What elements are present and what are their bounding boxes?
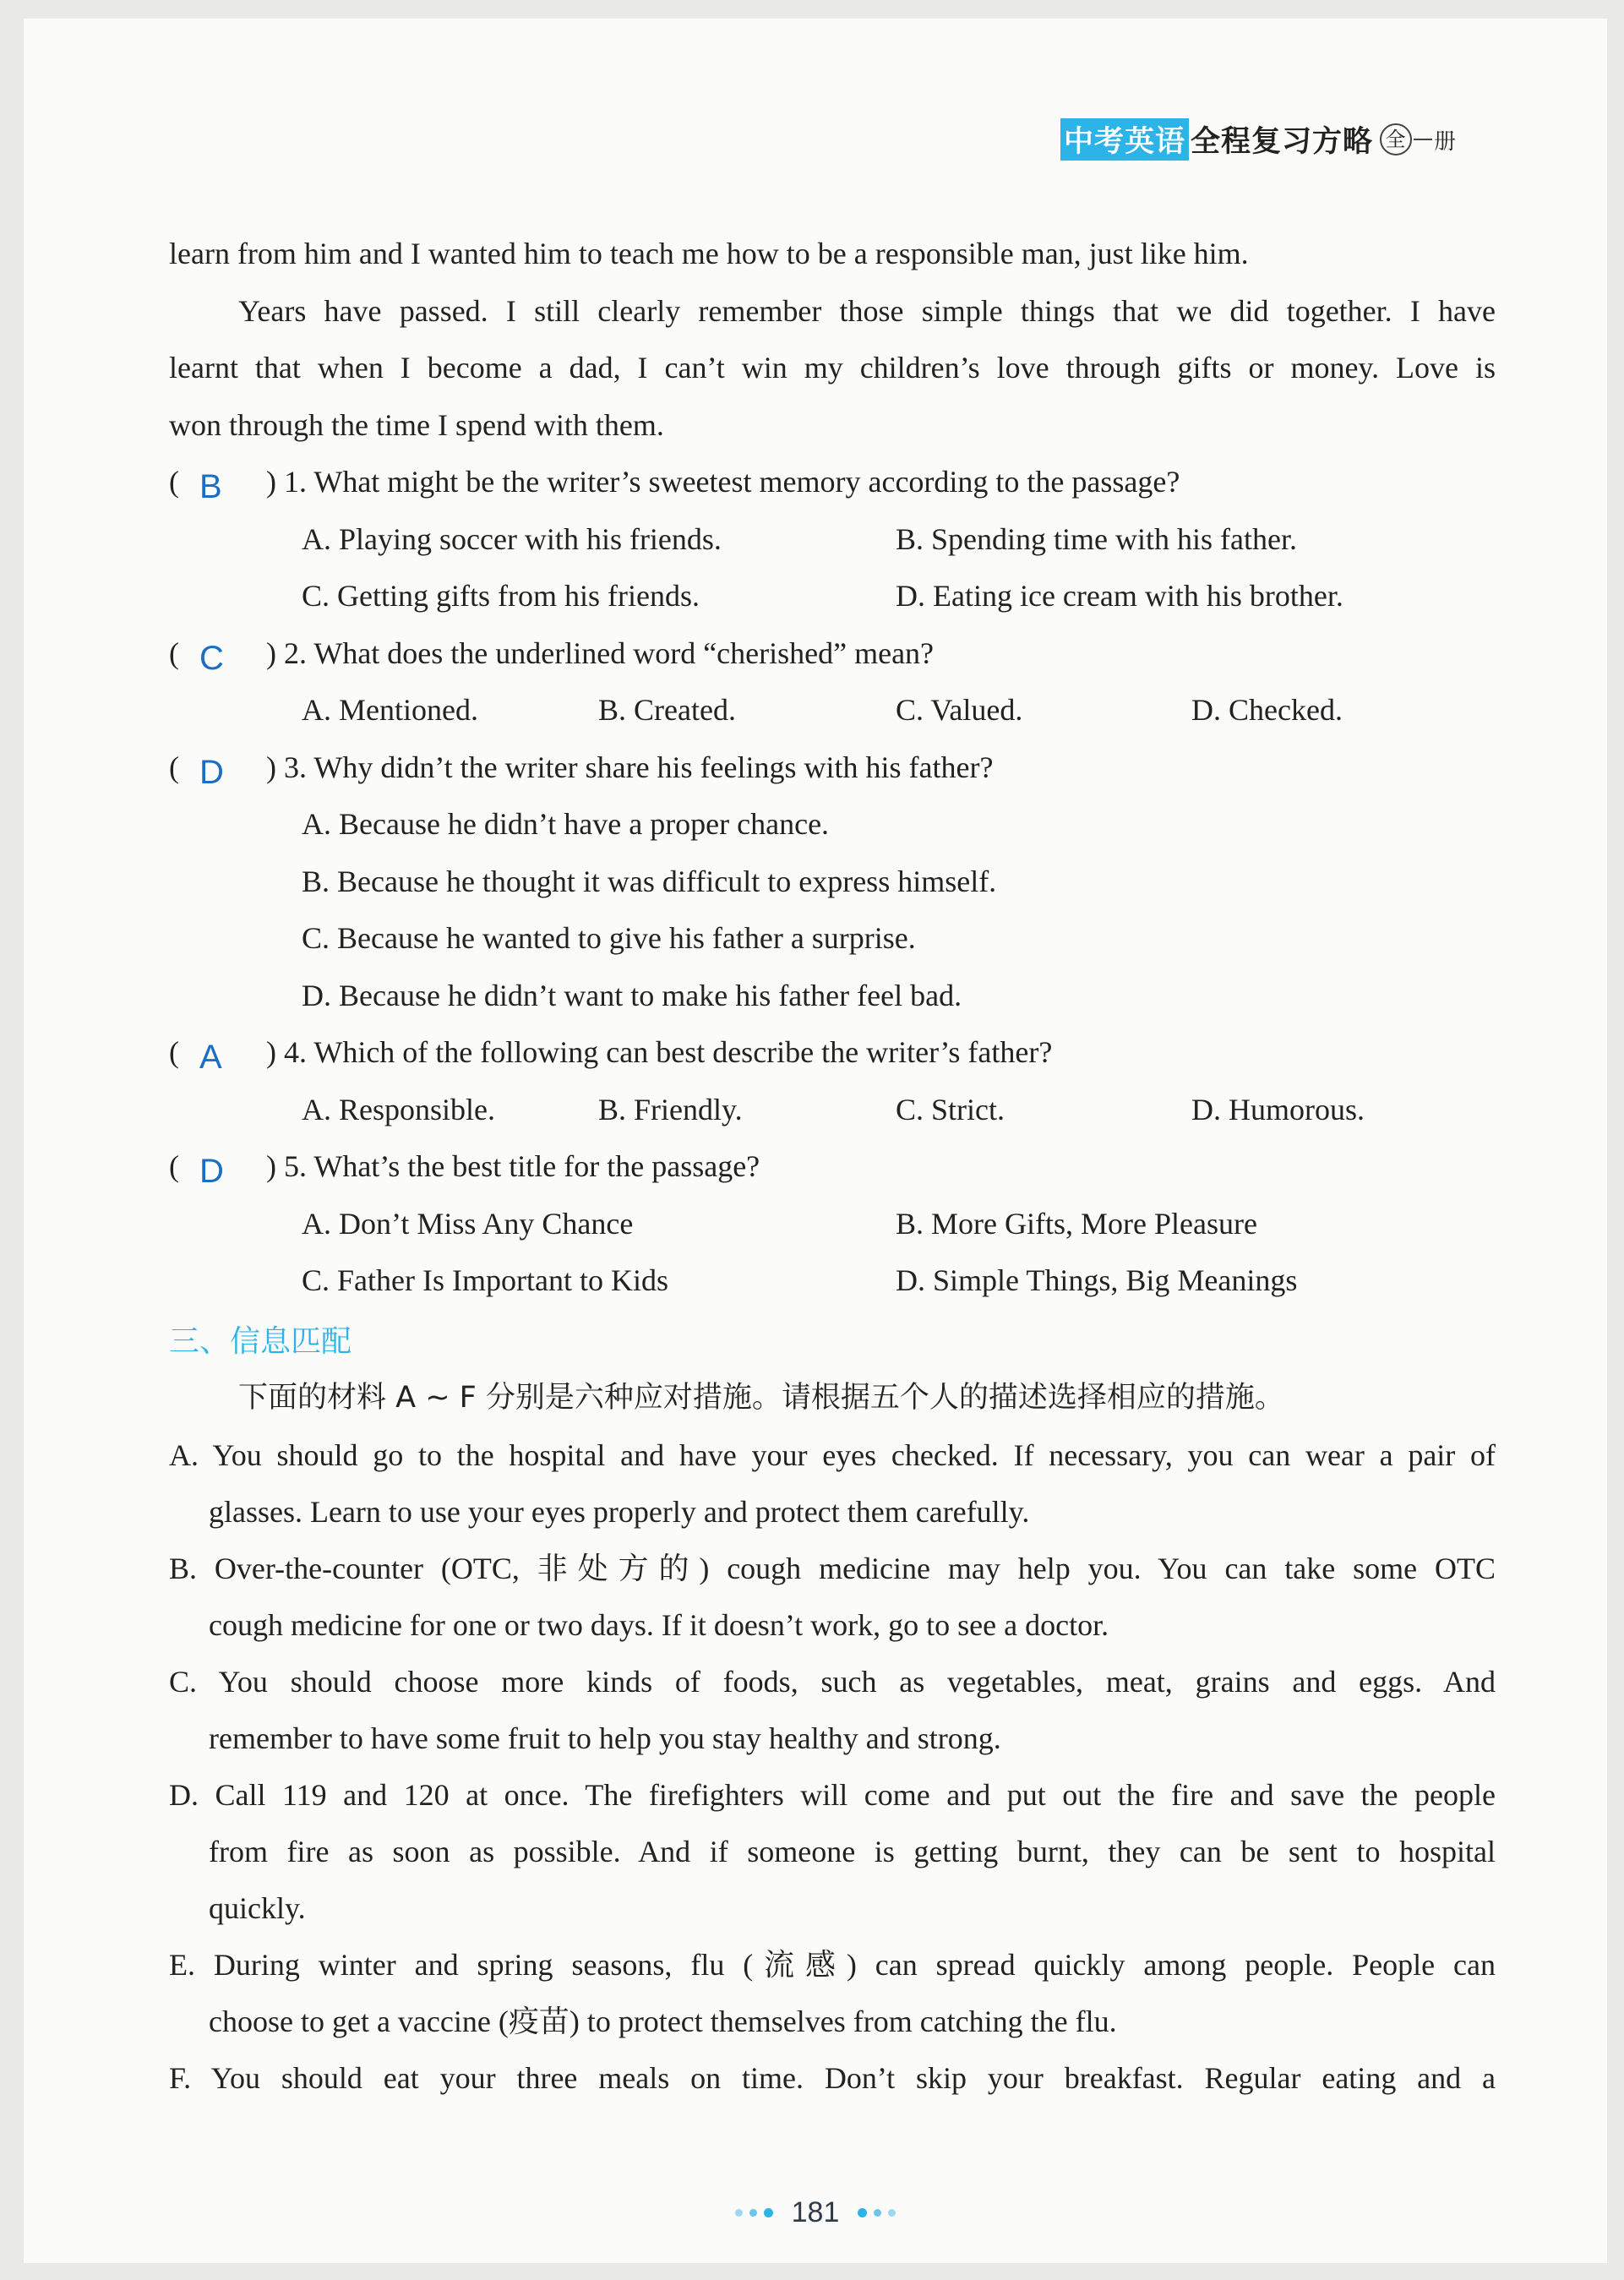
option-c: C. Getting gifts from his friends. <box>302 579 700 613</box>
options-row <box>169 568 1496 625</box>
question-text: ) 3. Why didn’t the writer share his feelings with his father? <box>266 750 994 784</box>
option-c: C. Valued. <box>896 693 1023 727</box>
option-d: D. Humorous. <box>1191 1092 1365 1126</box>
option-a: A. Mentioned. <box>302 693 478 727</box>
answer-mark: A <box>199 1039 222 1076</box>
options-row <box>169 796 1496 854</box>
passage-line: Years have passed. I still clearly remember those simple things that we did together. I have <box>238 293 1496 328</box>
match-item-c <box>169 1654 1496 1767</box>
answer-paren: ( <box>169 635 179 670</box>
item-line: quickly. <box>209 1890 306 1925</box>
page <box>24 19 1607 2263</box>
footer-dot <box>764 2208 773 2217</box>
content <box>169 226 1496 2107</box>
footer-dot <box>874 2209 881 2217</box>
options-row <box>169 682 1496 739</box>
item-line: choose to get a vaccine (疫苗) to protect themselves from catching the flu. <box>209 2004 1117 2038</box>
option-a: A. Responsible. <box>302 1092 495 1126</box>
passage-line: learnt that when I become a dad, I can’t win my children’s love through gifts or money. Love is <box>169 351 1496 385</box>
page-footer <box>24 2195 1607 2229</box>
volume-mark <box>1380 123 1457 155</box>
question-2 <box>169 625 1496 683</box>
option-b: B. More Gifts, More Pleasure <box>896 1206 1257 1241</box>
item-line: cough medicine for one or two days. If it doesn’t work, go to see a doctor. <box>209 1607 1109 1642</box>
item-first-line: E. During winter and spring seasons, flu (流感) can spread quickly among people. People can <box>169 1947 1496 1982</box>
match-item-d <box>169 1767 1496 1937</box>
item-first-line: B. Over-the-counter (OTC, 非处方的) cough medicine may help you. You can take some OTC <box>169 1551 1496 1585</box>
option-c: C. Strict. <box>896 1092 1005 1126</box>
option-c: C. Because he wanted to give his father a surprise. <box>302 921 916 955</box>
section-instruction: 下面的材料 A ~ F 分别是六种应对措施。请根据五个人的描述选择相应的措施。 <box>238 1381 1284 1415</box>
volume-left: 全 <box>1380 123 1412 155</box>
option-a: A. Don’t Miss Any Chance <box>302 1206 634 1241</box>
option-a: A. Because he didn’t have a proper chance. <box>302 807 830 841</box>
answer-mark: C <box>199 639 224 677</box>
answer-mark: B <box>199 468 222 505</box>
question-1 <box>169 454 1496 511</box>
footer-dot <box>858 2208 867 2217</box>
option-d: D. Checked. <box>1191 693 1343 727</box>
item-first-line: F. You should eat your three meals on time. Don’t skip your breakfast. Regular eating and a <box>169 2060 1496 2095</box>
item-line: from fire as soon as possible. And if someone is getting burnt, they can be sent to hospital <box>209 1834 1496 1868</box>
options-row <box>169 854 1496 911</box>
item-first-line: A. You should go to the hospital and have your eyes checked. If necessary, you can wear a pair of <box>169 1437 1496 1472</box>
answer-paren: ( <box>169 1035 179 1069</box>
volume-dash <box>1414 139 1432 140</box>
question-text: ) 1. What might be the writer’s sweetest memory according to the passage? <box>266 465 1180 499</box>
answer-paren: ( <box>169 750 179 784</box>
book-header <box>1060 118 1457 161</box>
question-4 <box>169 1024 1496 1082</box>
match-item-e <box>169 1937 1496 2050</box>
question-text: ) 5. What’s the best title for the passage? <box>266 1149 760 1183</box>
match-item-a <box>169 1427 1496 1541</box>
footer-dot <box>749 2209 757 2217</box>
option-b: B. Friendly. <box>598 1092 743 1126</box>
options-row <box>169 968 1496 1025</box>
item-line: remember to have some fruit to help you stay healthy and strong. <box>209 1721 1001 1755</box>
question-text: ) 2. What does the underlined word “cherished” mean? <box>266 635 935 670</box>
option-d: D. Because he didn’t want to make his father feel bad. <box>302 978 962 1012</box>
options-row <box>169 511 1496 569</box>
question-text: ) 4. Which of the following can best describe the writer’s father? <box>266 1035 1053 1069</box>
item-first-line: D. Call 119 and 120 at once. The firefighters will come and put out the fire and save the people <box>169 1777 1496 1812</box>
section-title: 三、信息匹配 <box>169 1323 352 1359</box>
footer-dot <box>735 2209 743 2217</box>
footer-dot <box>888 2209 896 2217</box>
item-first-line: C. You should choose more kinds of foods, such as vegetables, meat, grains and eggs. And <box>169 1664 1496 1699</box>
option-a: A. Playing soccer with his friends. <box>302 521 722 556</box>
option-b: B. Spending time with his father. <box>896 521 1297 556</box>
options-row <box>169 1196 1496 1253</box>
item-line: glasses. Learn to use your eyes properly and protect them carefully. <box>209 1494 1030 1529</box>
answer-paren: ( <box>169 1149 179 1183</box>
options-row <box>169 910 1496 968</box>
answer-paren: ( <box>169 465 179 499</box>
question-5 <box>169 1138 1496 1196</box>
volume-right: 册 <box>1433 128 1457 155</box>
header-highlight: 中考英语 <box>1060 118 1189 161</box>
passage-line: won through the time I spend with them. <box>169 407 664 442</box>
header-title: 全程复习方略 <box>1190 125 1373 159</box>
option-d: D. Simple Things, Big Meanings <box>896 1263 1298 1297</box>
match-item-b <box>169 1541 1496 1654</box>
options-row <box>169 1252 1496 1310</box>
option-c: C. Father Is Important to Kids <box>302 1263 668 1297</box>
answer-mark: D <box>199 1153 224 1190</box>
match-item-f <box>169 2050 1496 2107</box>
page-number: 181 <box>791 2195 840 2228</box>
option-d: D. Eating ice cream with his brother. <box>896 579 1343 613</box>
answer-mark: D <box>199 753 224 791</box>
passage-line: learn from him and I wanted him to teach me how to be a responsible man, just like him. <box>169 237 1249 270</box>
option-b: B. Created. <box>598 693 736 727</box>
option-b: B. Because he thought it was difficult to express himself. <box>302 864 997 898</box>
options-row <box>169 1082 1496 1139</box>
question-3 <box>169 739 1496 797</box>
